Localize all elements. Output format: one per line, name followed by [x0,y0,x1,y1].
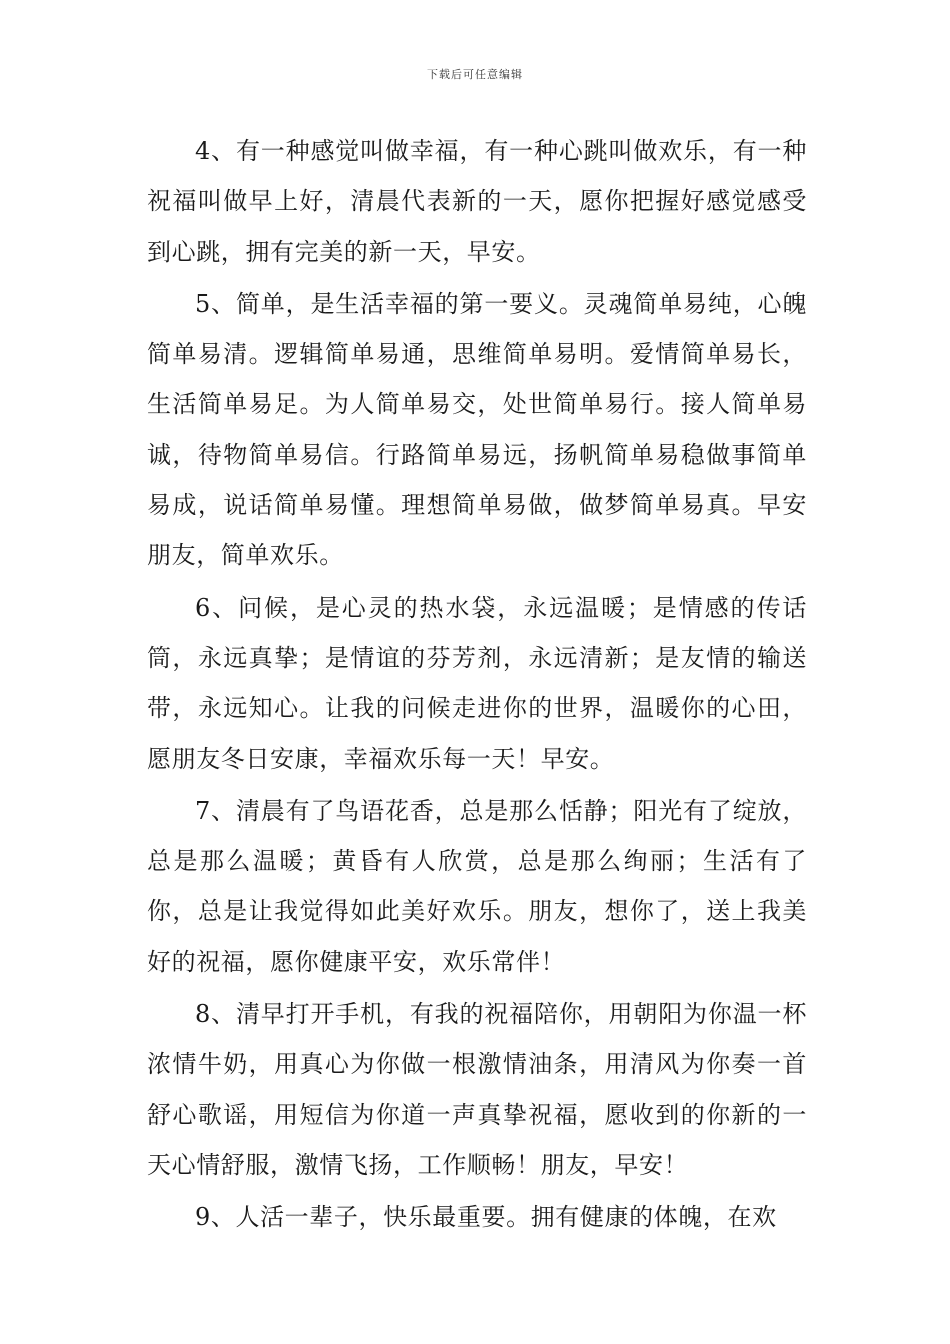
document-body [147,126,807,1245]
paragraph-6: 6、问候，是心灵的热水袋，永远温暖；是情感的传话筒，永远真挚；是情谊的芬芳剂，永远清新；是友情的输送带，永远知心。让我的问候走进你的世界，温暖你的心田，愿朋友冬日安康，幸福欢乐每一天！早安。 [147,593,807,773]
header-note: 下载后可任意编辑 [427,68,523,81]
paragraph-5: 5、简单，是生活幸福的第一要义。灵魂简单易纯，心魄简单易清。逻辑简单易通，思维简单易明。爱情简单易长，生活简单易足。为人简单易交，处世简单易行。接人简单易诚，待物简单易信。行路简单易远，扬帆简单易稳做事简单易成，说话简单易懂。理想简单易做，做梦简单易真。早安朋友，简单欢乐。 [147,289,807,570]
paragraph-4: 4、有一种感觉叫做幸福，有一种心跳叫做欢乐，有一种祝福叫做早上好，清晨代表新的一天，愿你把握好感觉感受到心跳，拥有完美的新一天，早安。 [147,137,807,266]
paragraph-8: 8、清早打开手机，有我的祝福陪你，用朝阳为你温一杯浓情牛奶，用真心为你做一根激情油条，用清风为你奏一首舒心歌谣，用短信为你道一声真挚祝福，愿收到的你新的一天心情舒服，激情飞扬，工作顺畅！朋友，早安！ [147,1000,807,1179]
paragraph-7: 7、清晨有了鸟语花香，总是那么恬静；阳光有了绽放，总是那么温暖；黄昏有人欣赏，总是那么绚丽；生活有了你，总是让我觉得如此美好欢乐。朋友，想你了，送上我美好的祝福，愿你健康平安，欢乐常伴！ [147,796,807,976]
paragraph-9: 9、人活一辈子，快乐最重要。拥有健康的体魄，在欢 [195,1203,777,1232]
